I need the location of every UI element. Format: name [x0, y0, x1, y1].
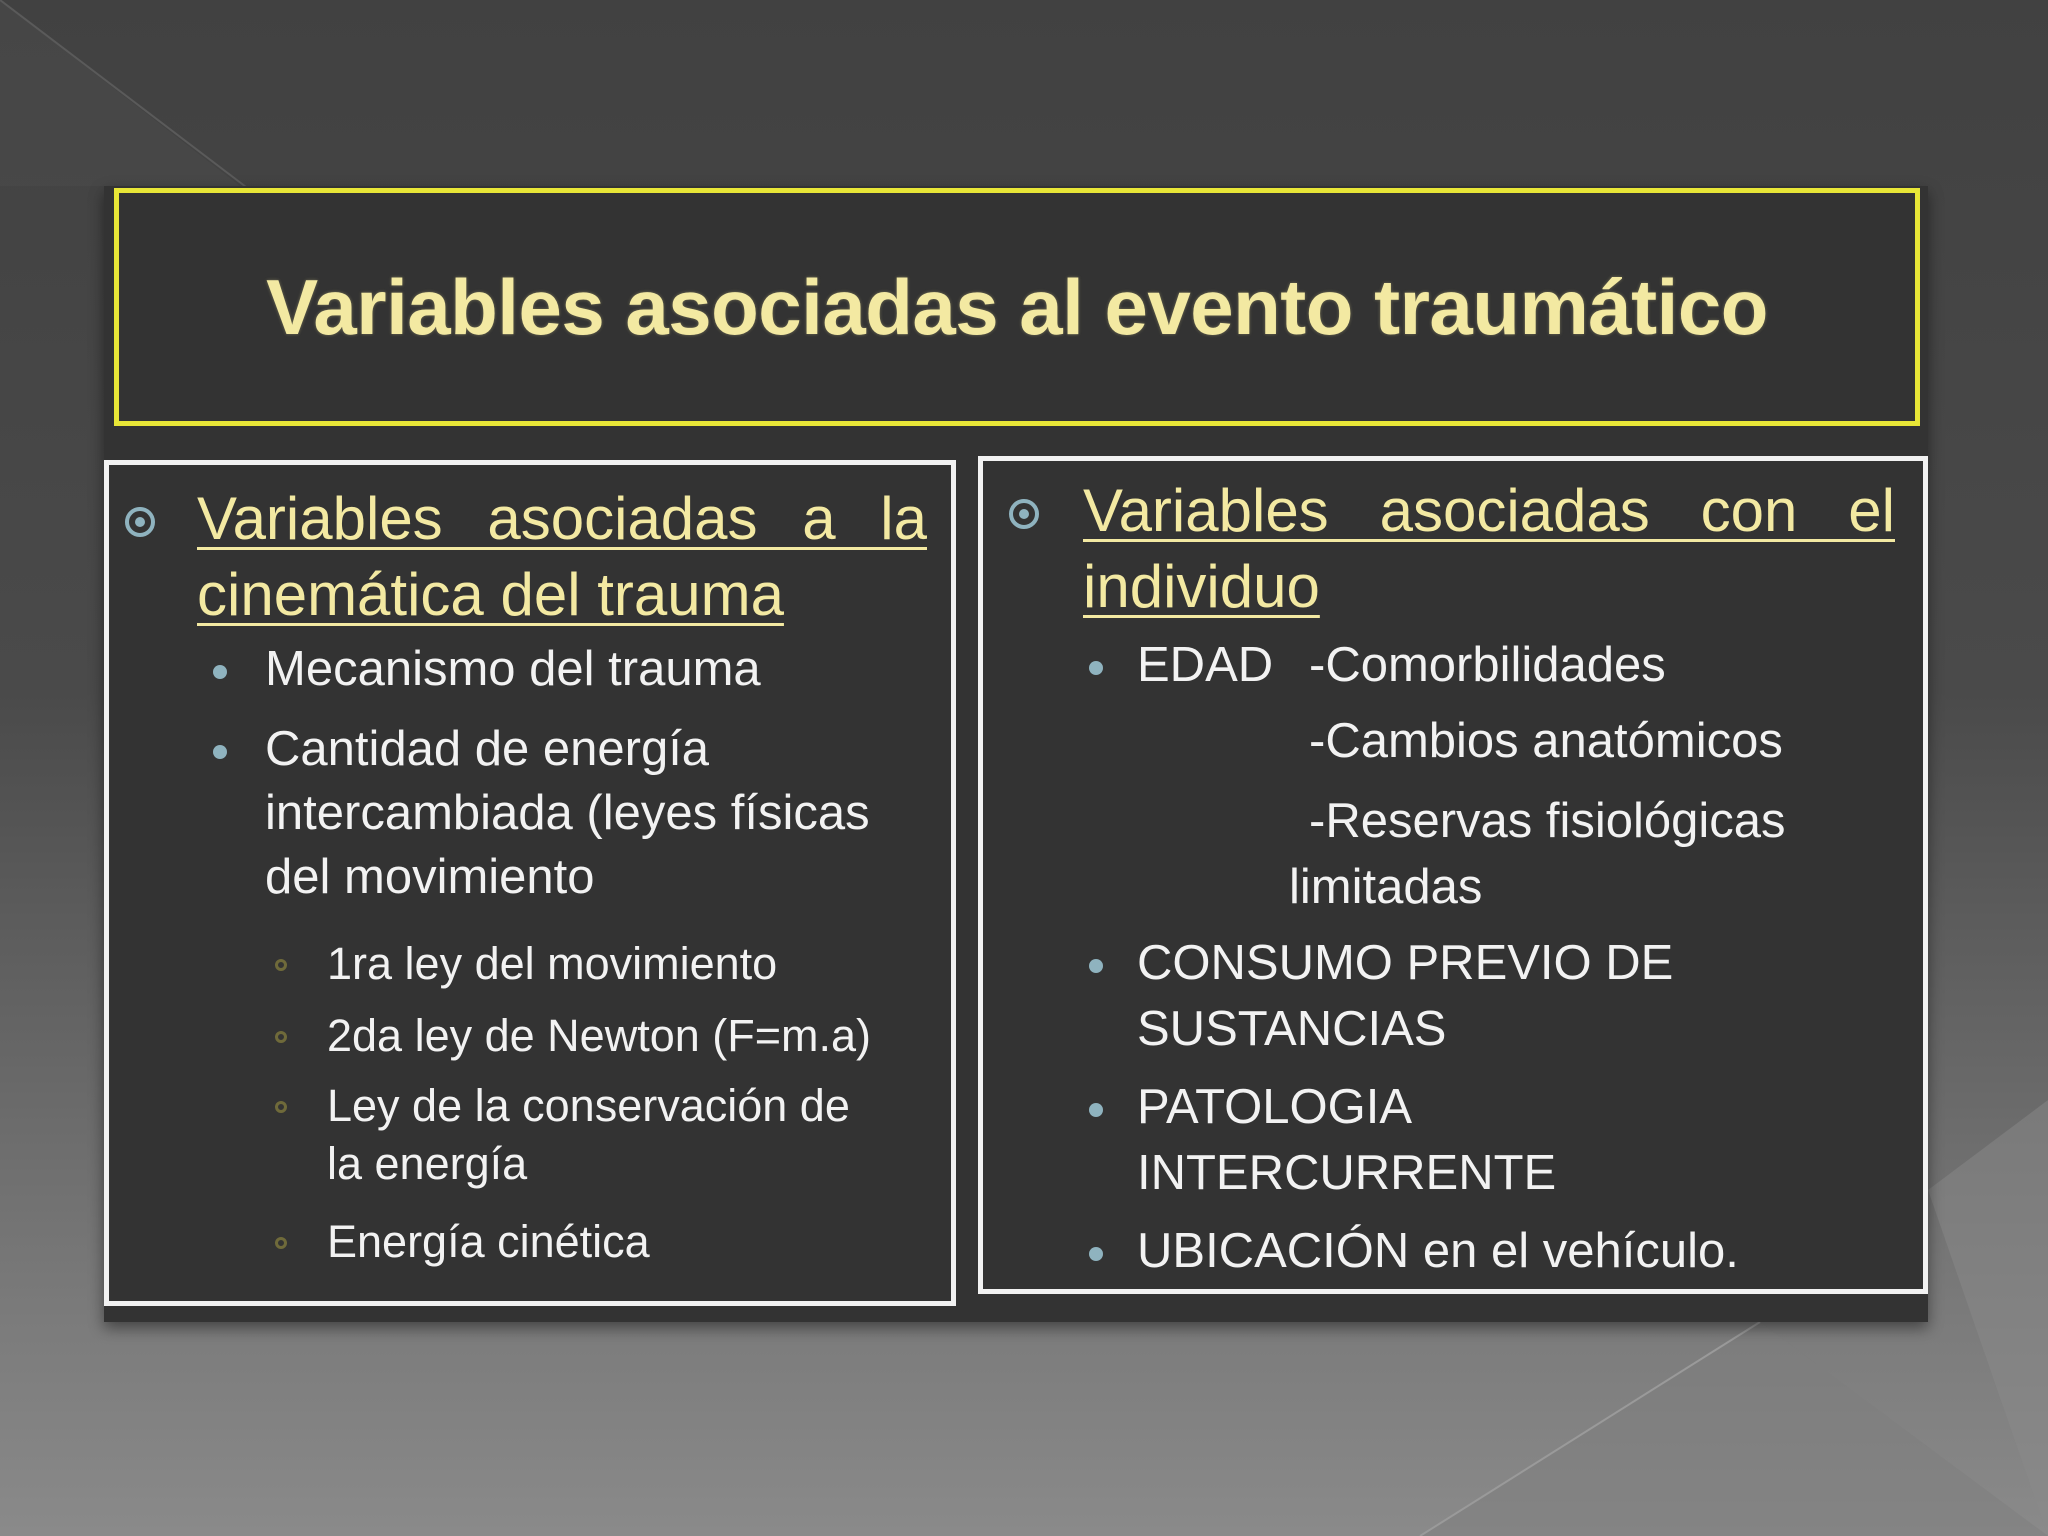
patologia: PATOLOGIA [1137, 1080, 1413, 1134]
dot-icon [213, 665, 227, 679]
patologia-line-2: INTERCURRENTE [1137, 1146, 1557, 1200]
left-subbullet-3: Ley de la conservación de [327, 1080, 850, 1131]
left-bullet-2: Cantidad de energía [265, 722, 710, 776]
left-bullet-2-line-3: del movimiento [265, 850, 595, 904]
left-subbullet-4: Energía cinética [327, 1216, 650, 1267]
consumo-previo: CONSUMO PREVIO DE [1137, 936, 1674, 990]
ring-icon [275, 959, 287, 971]
left-bullet-2-line-2: intercambiada (leyes físicas [265, 786, 870, 840]
left-bullet-1: Mecanismo del trauma [265, 642, 761, 696]
right-heading: Variables asociadas con el individuo [1083, 477, 1895, 620]
left-subbullet-1: 1ra ley del movimiento [327, 938, 778, 989]
left-subbullet-3-line-2: la energía [327, 1138, 528, 1189]
dot-icon [1089, 661, 1103, 675]
edad-cambios-anatomicos: -Cambios anatómicos [1309, 714, 1783, 768]
ring-icon [275, 1031, 287, 1043]
dot-icon [1089, 1103, 1103, 1117]
slide-title: Variables asociadas al evento traumático [266, 262, 1768, 351]
edad-label: EDAD [1137, 638, 1274, 692]
dot-icon [1089, 959, 1103, 973]
dot-icon [1089, 1247, 1103, 1261]
edad-comorbilidades: -Comorbilidades [1309, 638, 1666, 692]
dot-icon [213, 745, 227, 759]
left-subbullet-2: 2da ley de Newton (F=m.a) [327, 1010, 871, 1061]
edad-limitadas: limitadas [1289, 860, 1483, 914]
slide [104, 186, 1928, 1322]
right-heading-row [1009, 473, 1909, 625]
ring-icon [275, 1101, 287, 1113]
ring-icon [275, 1237, 287, 1249]
edad-reservas-fisiologicas: -Reservas fisiológicas [1309, 794, 1786, 848]
left-heading-row [125, 481, 945, 633]
consumo-previo-line-2: SUSTANCIAS [1137, 1002, 1447, 1056]
left-panel [104, 460, 956, 1306]
ubicacion: UBICACIÓN en el vehículo. [1137, 1224, 1739, 1278]
right-panel [978, 456, 1928, 1294]
target-icon [1009, 499, 1039, 529]
target-icon [125, 507, 155, 537]
left-heading: Variables asociadas a la cinemática del trauma [197, 485, 927, 628]
title-box [114, 188, 1920, 426]
